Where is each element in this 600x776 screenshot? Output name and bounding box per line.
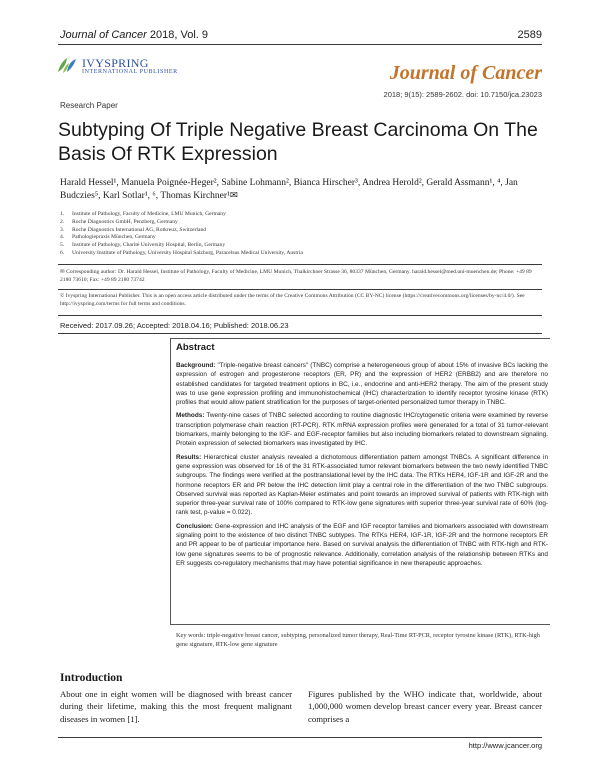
footer-rule — [58, 737, 542, 738]
running-header — [60, 29, 208, 41]
abstract-body — [176, 361, 548, 572]
affiliation-rule — [58, 264, 542, 265]
affiliation-list — [60, 211, 540, 258]
abstract-box-top — [170, 338, 550, 339]
ivyspring-logo-icon — [56, 56, 78, 74]
abstract-conclusion: Conclusion: Gene-expression and IHC analysis of the EGF and IGF receptor families and biomarkers associated with downstream signaling point to the existence of two distinct TNBC subtypes. The RTKs HER4, IGF-1R, IGF-2R and the hormone receptors ER and PR appear to be of particular importance here. Based on survival analysis the differentiation of TNBC with RTK-high and RTK-low gene signatures seems to be of prognostic relevance. Additionally, correlation analysis of the relationship between RTKs and ER suggests co-regulatory mechanisms that may have potential significance in new therapeutic approaches. — [176, 522, 548, 567]
keywords: Key words: triple-negative breast cancer, subtyping, personalized tumor therapy, Real-Time RT-PCR, receptor tyrosine kinase (RTK), RTK-high gene signature, RTK-low gene signature — [176, 632, 540, 648]
abstract-results: Results: Hierarchical cluster analysis revealed a dichotomous differentiation pattern amongst TNBCs. A significant difference in gene expression was observed for 16 of the 31 RTK-associated tumor relevant biomarkers between the two newly identified TNBC subgroups. The findings were verified at the posttranslational level by the IHC data. The RTKs HER4, IGF-1R and IGF-2R and the hormone receptors ER and PR below the IHC detection limit play a central role in the differentiation of the two TNBC subgroups. Observed survival was reported as Kaplan-Meier estimates and point towards an improved survival of patients with RTK-high with superior three-year survival rate of 100% compared to RTK-low gene signatures with superior three-year survival rate of 60% (log-rank test, p-value = 0.022). — [176, 453, 548, 517]
abstract-methods: Methods: Twenty-nine cases of TNBC selected according to routine diagnostic IHC/cytogenetic criteria were examined by reverse transcription polymerase chain reaction (RT-PCR). RTK mRNA expression profiles were generated for a total of 31 tumor-relevant biomarkers, mainly belonging to the IGF- and EGF-receptor families but also including biomarkers related to downstream signaling. Protein expression of selected biomarkers was investigated by IHC. — [176, 412, 548, 448]
affiliation-item: 2. Roche Diagnostics GmbH, Penzberg, Germany — [60, 218, 178, 225]
running-year-volume: 2018, Vol. 9 — [146, 29, 208, 41]
article-type: Research Paper — [60, 101, 118, 110]
corresponding-author: ✉ Corresponding author: Dr. Harald Hessel, Institute of Pathology, Faculty of Medicine, LMU Munich, Thalkirchner Strasse 36, 80337 München, Germany. harald.hessel@med.uni-muenchen.de; Phone: +49 89 2180 73610; Fax: +49 89 2180 73742 — [60, 269, 532, 283]
license-text: © Ivyspring International Publisher. This is an open access article distributed under the terms of the Creative Commons Attribution (CC BY-NC) license (https://creativecommons.org/licenses/by-nc/4.0/). See http://ivyspring.com/terms for full terms and conditions. — [60, 293, 525, 307]
dates-rule-top — [58, 315, 542, 316]
journal-title: Journal of Cancer — [389, 62, 542, 84]
publisher-subtitle: INTERNATIONAL PUBLISHER — [82, 69, 178, 75]
footer-journal-link[interactable]: http://www.jcancer.org — [468, 741, 542, 750]
affiliation-item: 5. Institute of Pathology, Charité University Hospital, Berlin, Germany — [60, 242, 226, 249]
publication-dates: Received: 2017.09.26; Accepted: 2018.04.16; Published: 2018.06.23 — [60, 321, 289, 330]
affiliation-item: 6. University Institute of Pathology, University Hospital Salzburg, Paracelsus Medical University, Austria — [60, 249, 303, 256]
running-journal-name: Journal of Cancer — [60, 29, 147, 41]
page-number: 2589 — [517, 29, 542, 41]
paper-title: Subtyping Of Triple Negative Breast Carcinoma On The Basis Of RTK Expression — [58, 119, 538, 165]
introduction-col2: Figures published by the WHO indicate that, worldwide, about 1,000,000 women develop breast cancer every year. Breast cancer comprises a — [308, 689, 542, 724]
abstract-box-left — [170, 338, 171, 624]
introduction-heading: Introduction — [60, 672, 123, 684]
license-rule — [58, 289, 542, 290]
affiliation-item: 3. Roche Diagnostics International AG, Rotkreuz, Switzerland — [60, 226, 207, 233]
author-list: Harald Hessel¹, Manuela Poignée-Heger², Sabine Lohmann², Bianca Hirscher³, Andrea Herold², Gerald Assmann¹, ⁴, Jan Budczies⁵, Karl Sotlar¹, ⁶, Thomas Kirchner¹✉ — [60, 178, 518, 201]
publisher-name: IVYSPRING — [82, 56, 149, 70]
abstract-heading: Abstract — [176, 342, 215, 353]
abstract-background: Background: "Triple-negative breast cancers" (TNBC) comprise a heterogeneous group of about 15% of invasive BCs lacking the expression of estrogen and progesterone receptors (ER, PR) and the expression of HER2 (ERBB2) and are therefore no established candidates for targeted treatment options in BC, i.e., endocrine and anti-HER2 therapy. The aim of the present study was to use gene expression profiling and immunohistochemical (IHC) characterization to identify receptor tyrosine kinase (RTK) profiles that would allow patient stratification for the purposes of target-oriented personalized tumor therapy in TNBC. — [176, 362, 548, 407]
abstract-box-bottom — [170, 624, 550, 625]
affiliation-item: 1. Institute of Pathology, Faculty of Medicine, LMU Munich, Germany — [60, 211, 226, 217]
header-rule — [58, 44, 542, 45]
dates-rule-bottom — [58, 333, 542, 334]
introduction-col1: About one in eight women will be diagnosed with breast cancer during their lifetime, making this the most frequent malignant diseases in women [1]. — [60, 689, 292, 724]
citation: 2018; 9(15): 2589-2602. doi: 10.7150/jca.23023 — [383, 90, 542, 99]
affiliation-item: 4. Pathologiepraxis München, Germany — [60, 234, 156, 241]
